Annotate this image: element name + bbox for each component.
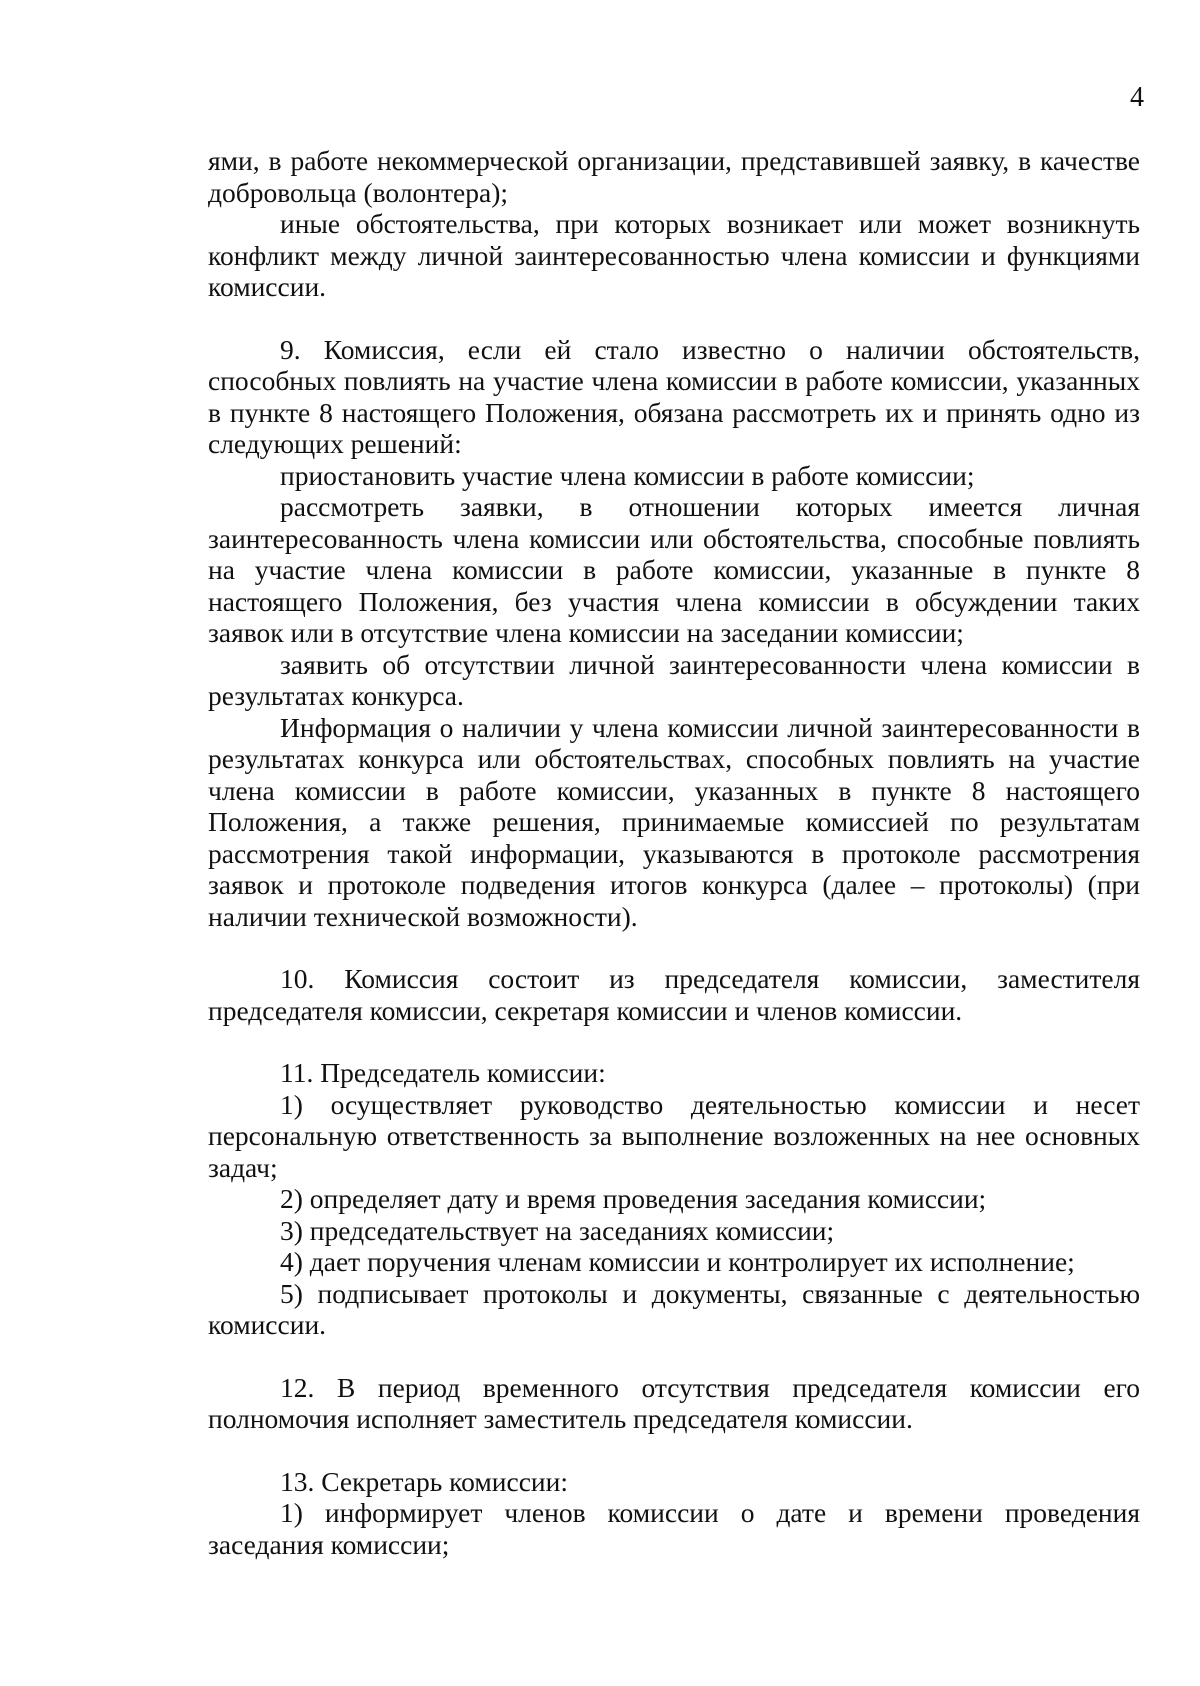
paragraph-item-11-2: 2) определяет дату и время проведения заседания комиссии; (280, 1183, 987, 1214)
paragraph-item-11-1: 1) осуществляет руководство деятельностью комиссии и несет персональную ответственность за выполнение возложенных на нее основных задач; (208, 1088, 1140, 1183)
paragraph-other-circumstances: иные обстоятельства, при которых возникает или может возникнуть конфликт между личной заинтересованностью члена комиссии и функциями комиссии. (208, 208, 1140, 302)
paragraph-item-10: 10. Комиссия состоит из председателя комиссии, заместителя председателя комиссии, секретаря комиссии и членов комиссии. (208, 963, 1140, 1026)
paragraph-review-applications: рассмотреть заявки, в отношении которых имеется личная заинтересованность члена комиссии или обстоятельства, способные повлиять на участие члена комиссии в работе комиссии, указанные в пункте 8 настоящего Положения, без участия члена комиссии в обсуждении таких заявок или в отсутствие члена комиссии на заседании комиссии; (208, 491, 1140, 648)
paragraph-item-11-4: 4) дает поручения членам комиссии и контролирует их исполнение; (280, 1246, 1075, 1277)
document-body (208, 145, 1140, 1560)
paragraph-information: Информация о наличии у члена комиссии личной заинтересованности в результатах конкурса или обстоятельствах, способных повлиять на участие члена комиссии в работе комиссии, указанных в пункте 8 настоящего Положения, а также решения, принимаемые комиссией по результатам рассмотрения такой информации, указываются в протоколе рассмотрения заявок и протоколе подведения итогов конкурса (далее – протоколы) (при наличии технической возможности). (208, 711, 1140, 932)
paragraph-suspend: приостановить участие члена комиссии в работе комиссии; (280, 459, 975, 491)
paragraph-item-11-5: 5) подписывает протоколы и документы, связанные с деятельностью комиссии. (208, 1277, 1140, 1340)
paragraph-item-11-3: 3) председательствует на заседаниях комиссии; (280, 1214, 835, 1246)
paragraph-declare-absence: заявить об отсутствии личной заинтересованности члена комиссии в результатах конкурса. (208, 648, 1140, 711)
paragraph-item-9: 9. Комиссия, если ей стало известно о наличии обстоятельств, способных повлиять на участие члена комиссии в работе комиссии, указанных в пункте 8 настоящего Положения, обязана рассмотреть их и принять одно из следующих решений: (208, 333, 1140, 459)
paragraph-item-12: 12. В период временного отсутствия председателя комиссии его полномочия исполняет заместитель председателя комиссии. (208, 1371, 1140, 1434)
paragraph-item-11: 11. Председатель комиссии: (280, 1057, 606, 1088)
paragraph-continuation: ями, в работе некоммерческой организации, представившей заявку, в качестве добровольца (волонтера); (208, 145, 1140, 208)
paragraph-item-13: 13. Секретарь комиссии: (280, 1465, 568, 1497)
page-number: 4 (1130, 82, 1144, 113)
paragraph-item-13-1: 1) информирует членов комиссии о дате и времени проведения заседания комиссии; (208, 1497, 1140, 1560)
